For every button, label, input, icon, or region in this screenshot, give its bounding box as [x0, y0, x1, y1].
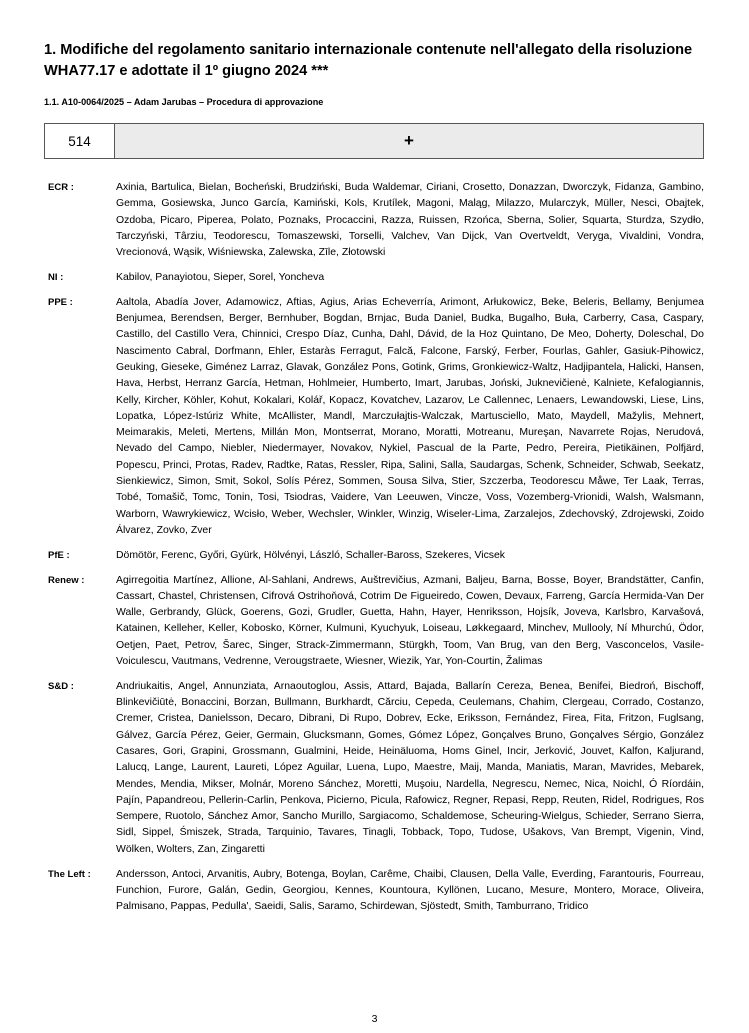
- group-members: Agirregoitia Martínez, Allione, Al-Sahlani, Andrews, Auštrevičius, Azmani, Baljeu, Barna, Bosse, Boyer, Brandstätter, Canfin, Cassart, Chastel, Christensen, Cifrová Ostrihoňová, Cotrim De Figueiredo, Cowen, Devaux, Farreng, García Hermida-Van Der Walle, Gerbrandy, Glück, Goerens, Gozi, Grudler, Guetta, Hahn, Hayer, Henriksson, Hojsík, Joveva, Karlsbro, Karvašová, Katainen, Kelleher, Keller, Kobosko, Körner, Kulmuni, Kyuchyuk, Loiseau, Løkkegaard, Minchev, Mullooly, Ní Mhurchú, Ödor, Oetjen, Paet, Petrov, Šarec, Singer, Strack-Zimmermann, Stürgkh, Toom, Van Brug, van den Berg, Vasconcelos, Vasile-Voiculescu, Vautmans, Vedrenne, Verougstraete, Wiesner, Wiezik, Yar, Yon-Courtin, Žalimas: [116, 574, 704, 668]
- group-label: PfE :: [48, 549, 70, 561]
- group-ecr: [48, 180, 704, 261]
- group-label: The Left :: [48, 868, 91, 880]
- group-members: Axinia, Bartulica, Bielan, Bocheński, Brudziński, Buda Waldemar, Ciriani, Crosetto, Donazzan, Dworczyk, Fidanza, Gambino, Gemma, Gosiewska, Junco García, Kamiński, Kols, Krutílek, Magoni, Maląg, Milazzo, Mularczyk, Müller, Nesci, Obajtek, Ozdoba, Picaro, Piperea, Polato, Poznaks, Procaccini, Razza, Ruissen, Rzońca, Sberna, Solier, Squarta, Sturdza, Szydło, Tarczyński, Târziu, Teodorescu, Tomaszewski, Torselli, Valchev, Van Dijck, Van Overtveldt, Veryga, Vivaldini, Vondra, Vrecionová, Wąsik, Wiśniewska, Zalewska, Zīle, Złotowski: [116, 182, 704, 259]
- group-members: Dömötör, Ferenc, Győri, Gyürk, Hölvényi, László, Schaller-Baross, Szekeres, Vicsek: [116, 549, 506, 561]
- vote-sign: +: [115, 124, 703, 158]
- vote-result-box: [44, 123, 704, 159]
- group-label: S&D :: [48, 680, 74, 692]
- group-members: Aaltola, Abadía Jover, Adamowicz, Aftias, Agius, Arias Echeverría, Arimont, Arłukowicz, Beke, Beleris, Bellamy, Benjumea Benjumea, Berendsen, Berger, Bernhuber, Bogdan, Brnjac, Buda Daniel, Budka, Bugalho, Buła, Carberry, Casa, Caspary, Castillo, del Castillo Vera, Chinnici, Crespo Díaz, Cunha, Dahl, Dávid, de la Hoz Quintano, De Meo, Doherty, Doleschal, Do Nascimento Cabral, Dorfmann, Ehler, Estaràs Ferragut, Falcă, Falcone, Farský, Ferber, Fourlas, Gahler, Gasiuk-Pihowicz, Geuking, Gieseke, Giménez Larraz, Glavak, González Pons, Gotink, Grims, Gronkiewicz-Waltz, Hadjipantela, Halicki, Hansen, Hava, Herbst, Herranz García, Hetman, Hohlmeier, Humberto, Imart, Jarubas, Joński, Juknevičienė, Kalniete, Kefalogiannis, Kelly, Kircher, Köhler, Kohut, Kokalari, Kolář, Kopacz, Kovatchev, Lazarov, Le Callennec, Lenaers, Lewandowski, Liese, Lins, Lopatka, López-Istúriz White, McAllister, Mandl, Marczułajtis-Walczak, Martusciello, Mato, Maydell, Mažylis, Mehnert, Meimarakis, Meleti, Mertens, Millán Mon, Montserrat, Morano, Moratti, Motreanu, Mureşan, Navarrete Rojas, Nerudová, Nevado del Campo, Niebler, Niedermayer, Novakov, Nykiel, Pascual de la Parte, Pedro, Pereira, Pietikäinen, Polfjärd, Popescu, Princi, Protas, Radev, Radtke, Ratas, Ressler, Ripa, Salini, Salla, Saudargas, Schenk, Schneider, Schwab, Seekatz, Sienkiewicz, Simon, Smit, Sokol, Solís Pérez, Sommen, Sousa Silva, Stier, Szczerba, Teodorescu Måwe, Ter Laak, Terras, Tobé, Tomašič, Tomc, Tonin, Tosi, Tsiodras, Vaidere, Van Leeuwen, Vincze, Voss, Vozemberg-Vrionidi, Walsh, Walsmann, Warborn, Wawrykiewicz, Wcisło, Weber, Wechsler, Winkler, Winzig, Wiseler-Lima, Zarzalejos, Zdechovský, Zdrojewski, Zoido Álvarez, Zovko, Zver: [116, 296, 704, 536]
- vote-count: 514: [45, 124, 115, 158]
- group-ppe: [48, 295, 704, 539]
- document-title: 1. Modifiche del regolamento sanitario internazionale contenute nell'allegato della risoluzione WHA77.17 e adottate il 1º giugno 2024 ***: [44, 42, 693, 79]
- page-number: 3: [371, 1013, 378, 1025]
- group-label: NI :: [48, 271, 64, 283]
- group-members: Andriukaitis, Angel, Annunziata, Arnaoutoglou, Assis, Attard, Bajada, Ballarín Cereza, Benea, Benifei, Biedroń, Bischoff, Blinkevičiūtė, Bonaccini, Borzan, Bullmann, Burkhardt, Cărciu, Cepeda, Ceulemans, Chahim, Clergeau, Corrado, Costanzo, Cremer, Cristea, Danielsson, Decaro, Dibrani, Di Rupo, Dobrev, Ecke, Eriksson, Fernández, Firea, Fita, Fritzon, Fuglsang, Gálvez, García Pérez, Geier, Germain, Glucksmann, Gomes, Gómez López, Gonçalves Bruno, Gonçalves Sérgio, González Casares, Gori, Grapini, Grossmann, Gualmini, Heide, Heinäluoma, Homs Ginel, Incir, Jerković, Jouvet, Kalfon, Kaljurand, Lalucq, Lange, Laurent, Laureti, López Aguilar, Luena, Lupo, Maestre, Maij, Manda, Maniatis, Maran, Mavrides, Mebarek, Mendes, Mendia, Mikser, Molnár, Moreno Sánchez, Moretti, Muşoiu, Nardella, Negrescu, Nemec, Nica, Noichl, Ó Ríordáin, Pajín, Papandreou, Pellerin-Carlin, Penkova, Picierno, Picula, Rafowicz, Regner, Repasi, Repp, Reuten, Ridel, Rodrigues, Ros Sempere, Ruotolo, Sánchez Amor, Sancho Murillo, Sargiacomo, Schaldemose, Scheuring-Wielgus, Schieder, Serrano Sierra, Sidl, Sippel, Śmiszek, Strada, Tarquinio, Tavares, Tinagli, Tobback, Topo, Tudose, Ušakovs, Van Brempt, Vigenin, Vind, Wölken, Wolters, Zan, Zingaretti: [116, 680, 704, 855]
- group-members: Andersson, Antoci, Arvanitis, Aubry, Botenga, Boylan, Carême, Chaibi, Clausen, Della Valle, Everding, Farantouris, Fourreau, Funchion, Furore, Galán, Gedin, Georgiou, Kennes, Kountoura, Kyllönen, Lucano, Mesure, Montero, Morace, Oliveira, Palmisano, Pappas, Pedulla', Saeidi, Salis, Saramo, Schirdewan, Sjöstedt, Smith, Tamburrano, Tridico: [116, 868, 704, 913]
- political-groups-list: [48, 180, 704, 924]
- group-pfe: [48, 548, 704, 564]
- group-the-left: [48, 867, 704, 916]
- group-sd: [48, 679, 704, 858]
- document-subtitle: 1.1. A10-0064/2025 – Adam Jarubas – Procedura di approvazione: [44, 97, 324, 107]
- group-label: Renew :: [48, 574, 85, 586]
- group-members: Kabilov, Panayiotou, Sieper, Sorel, Yoncheva: [116, 271, 325, 283]
- group-ni: [48, 270, 704, 286]
- group-renew: [48, 573, 704, 671]
- group-label: PPE :: [48, 296, 73, 308]
- group-label: ECR :: [48, 182, 74, 193]
